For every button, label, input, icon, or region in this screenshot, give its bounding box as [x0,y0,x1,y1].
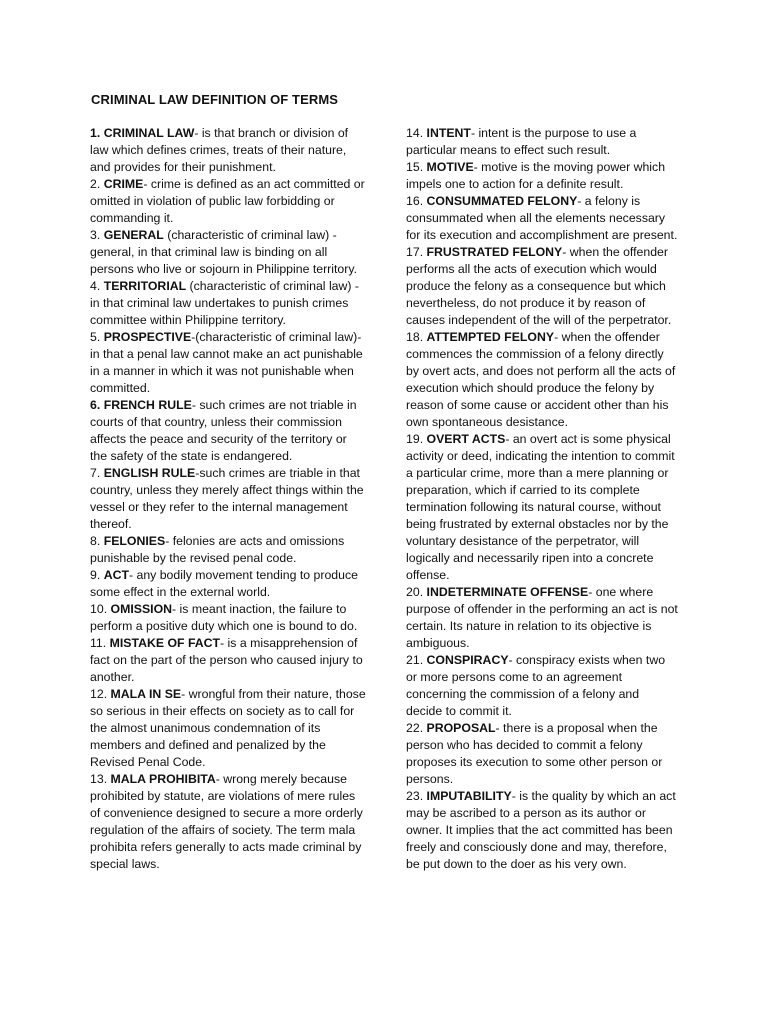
definition-entry [90,227,366,278]
left-column [90,125,366,873]
entry-term: CONSUMMATED FELONY [426,194,578,208]
entry-definition: - any bodily movement tending to produce some effect in the external world. [90,568,358,599]
definition-entry [90,771,366,873]
entry-number: 14 [406,126,420,140]
entry-definition: - such crimes are not triable in courts of that country, unless their commission affects the peace and security of the territory or the safety of the state is endangered. [90,398,357,463]
entry-term: PROSPECTIVE [103,330,192,344]
entry-term: PROPOSAL [426,721,496,735]
entry-number: 11 [90,636,103,650]
entry-number: 4 [90,279,97,293]
entry-number: 13 [90,772,104,786]
entry-definition: -such crimes are triable in that country, unless they merely affect things within the vessel or they refer to the internal management thereof. [90,466,364,531]
entry-definition: - wrong merely because prohibited by statute, are violations of mere rules of convenience designed to secure a more orderly regulation of the affairs of society. The term mala prohibita refers generally to acts made criminal by special laws. [90,772,363,871]
definition-entry [406,329,678,431]
entry-definition: (characteristic of criminal law) - in that criminal law undertakes to punish crimes committee within Philippine territory. [90,279,359,327]
definition-entry [90,686,366,771]
definition-entry [406,431,678,584]
entry-term: MISTAKE OF FACT [109,636,221,650]
entry-term: ENGLISH RULE [103,466,196,480]
entry-term: OVERT ACTS [426,432,506,446]
definition-entry [406,193,678,244]
entry-definition: -(characteristic of criminal law)- in that a penal law cannot make an act punishable in a manner in which it was not punishable when committed. [90,330,363,395]
entry-separator: . [419,585,427,599]
entry-separator: . [96,279,104,293]
entry-number: 19 [406,432,420,446]
entry-number: 6 [90,398,97,412]
entry-number: 15 [406,160,420,174]
entry-term: TERRITORIAL [103,279,187,293]
entry-number: 21 [406,653,420,667]
definition-entry [406,125,678,159]
entry-separator: . [96,126,104,140]
entry-number: 2 [90,177,97,191]
entry-separator: . [96,228,104,242]
entry-definition: - felonies are acts and omissions punishable by the revised penal code. [90,534,345,565]
entry-term: CRIMINAL LAW [103,126,195,140]
entry-number: 16 [406,194,420,208]
entry-definition: - is a misapprehension of fact on the part of the person who caused injury to another. [90,636,363,684]
entry-separator: . [419,330,427,344]
entry-separator: . [96,568,104,582]
entry-number: 8 [90,534,97,548]
entry-separator: . [419,432,427,446]
definition-entry [90,278,366,329]
entry-definition: - when the offender performs all the acts of execution which would produce the felony as a consequence but which nevertheless, do not produce it by reason of causes independent of the will of the perpetrator. [406,245,672,327]
entry-separator: . [419,245,427,259]
entry-number: 22 [406,721,420,735]
right-column [406,125,678,873]
entry-definition: - one where purpose of offender in the performing an act is not certain. Its nature in relation to its objective is ambiguous. [406,585,678,650]
document-title: CRIMINAL LAW DEFINITION OF TERMS [91,92,339,107]
definition-entry [90,176,366,227]
entry-separator: . [103,602,111,616]
entry-term: FELONIES [103,534,166,548]
entry-definition: - intent is the purpose to use a particular means to effect such result. [406,126,637,157]
entry-number: 12 [90,687,104,701]
entry-number: 5 [90,330,97,344]
entry-number: 7 [90,466,97,480]
entry-term: IMPUTABILITY [426,789,512,803]
definition-entry [406,652,678,720]
entry-term: MALA IN SE [110,687,182,701]
entry-separator: . [96,330,104,344]
entry-separator: . [419,194,427,208]
entry-separator: . [96,466,104,480]
entry-separator: . [102,636,110,650]
definition-entry [90,397,366,465]
entry-definition: - a felony is consummated when all the elements necessary for its execution and accomplishment are present. [406,194,678,242]
entry-definition: - when the offender commences the commission of a felony directly by overt acts, and does not perform all the acts of execution which should produce the felony by reason of some cause or accident other than his own spontaneous desistance. [406,330,676,429]
entry-term: ATTEMPTED FELONY [426,330,555,344]
entry-separator: . [419,653,427,667]
entry-definition: - there is a proposal when the person who has decided to commit a felony proposes its execution to some other person or persons. [406,721,663,786]
entry-term: ACT [103,568,129,582]
definition-entry [406,584,678,652]
entry-term: CRIME [103,177,144,191]
definition-entry [90,125,366,176]
entry-separator: . [96,177,104,191]
definition-entry [406,720,678,788]
entry-definition: - conspiracy exists when two or more persons come to an agreement concerning the commission of a felony and decide to commit it. [406,653,666,718]
entry-definition: (characteristic of criminal law) - general, in that criminal law is binding on all persons who live or sojourn in Philippine territory. [90,228,358,276]
entry-term: INTENT [426,126,471,140]
entry-definition: - motive is the moving power which impels one to action for a definite result. [406,160,666,191]
entry-term: INDETERMINATE OFFENSE [426,585,589,599]
entry-term: OMISSION [110,602,173,616]
definition-entry [406,159,678,193]
definition-entry [90,465,366,533]
entry-separator: . [103,772,111,786]
definition-entry [406,244,678,329]
definition-entry [90,567,366,601]
entry-definition: - is meant inaction, the failure to perform a positive duty which one is bound to do. [90,602,358,633]
entry-term: FRUSTRATED FELONY [426,245,563,259]
entry-separator: . [96,398,104,412]
entry-definition: - an overt act is some physical activity or deed, indicating the intention to commit a particular crime, more than a mere planning or preparation, which if carried to its complete termination following its natural course, without being frustrated by external obstacles nor by the voluntary desistance of the perpetrator, will logically and necessarily ripen into a concrete offense. [406,432,675,582]
entry-separator: . [419,789,427,803]
entry-number: 10 [90,602,104,616]
entry-number: 9 [90,568,97,582]
entry-term: MOTIVE [426,160,474,174]
entry-definition: - wrongful from their nature, those so serious in their effects on society as to call for the almost unanimous condemnation of its members and defined and penalized by the Revised Penal Code. [90,687,366,769]
entry-definition: - is the quality by which an act may be ascribed to a person as its author or owner. It implies that the act committed has been freely and consciously done and may, therefore, be put down to the doer as his very own. [406,789,676,871]
entry-number: 17 [406,245,420,259]
entry-number: 1 [90,126,97,140]
entry-number: 20 [406,585,420,599]
definition-entry [406,788,678,873]
entry-term: CONSPIRACY [426,653,509,667]
entry-number: 3 [90,228,97,242]
entry-term: GENERAL [103,228,164,242]
entry-separator: . [419,160,427,174]
entry-term: FRENCH RULE [103,398,192,412]
entry-separator: . [419,721,427,735]
definition-entry [90,533,366,567]
definition-entry [90,601,366,635]
definition-entry [90,635,366,686]
entry-term: MALA PROHIBITA [110,772,216,786]
entry-number: 23 [406,789,420,803]
entry-definition: - is that branch or division of law which defines crimes, treats of their nature, and provides for their punishment. [90,126,349,174]
entry-separator: . [103,687,111,701]
entry-separator: . [96,534,104,548]
definition-entry [90,329,366,397]
entry-number: 18 [406,330,420,344]
entry-definition: - crime is defined as an act committed or omitted in violation of public law forbidding or commanding it. [90,177,365,225]
entry-separator: . [419,126,427,140]
